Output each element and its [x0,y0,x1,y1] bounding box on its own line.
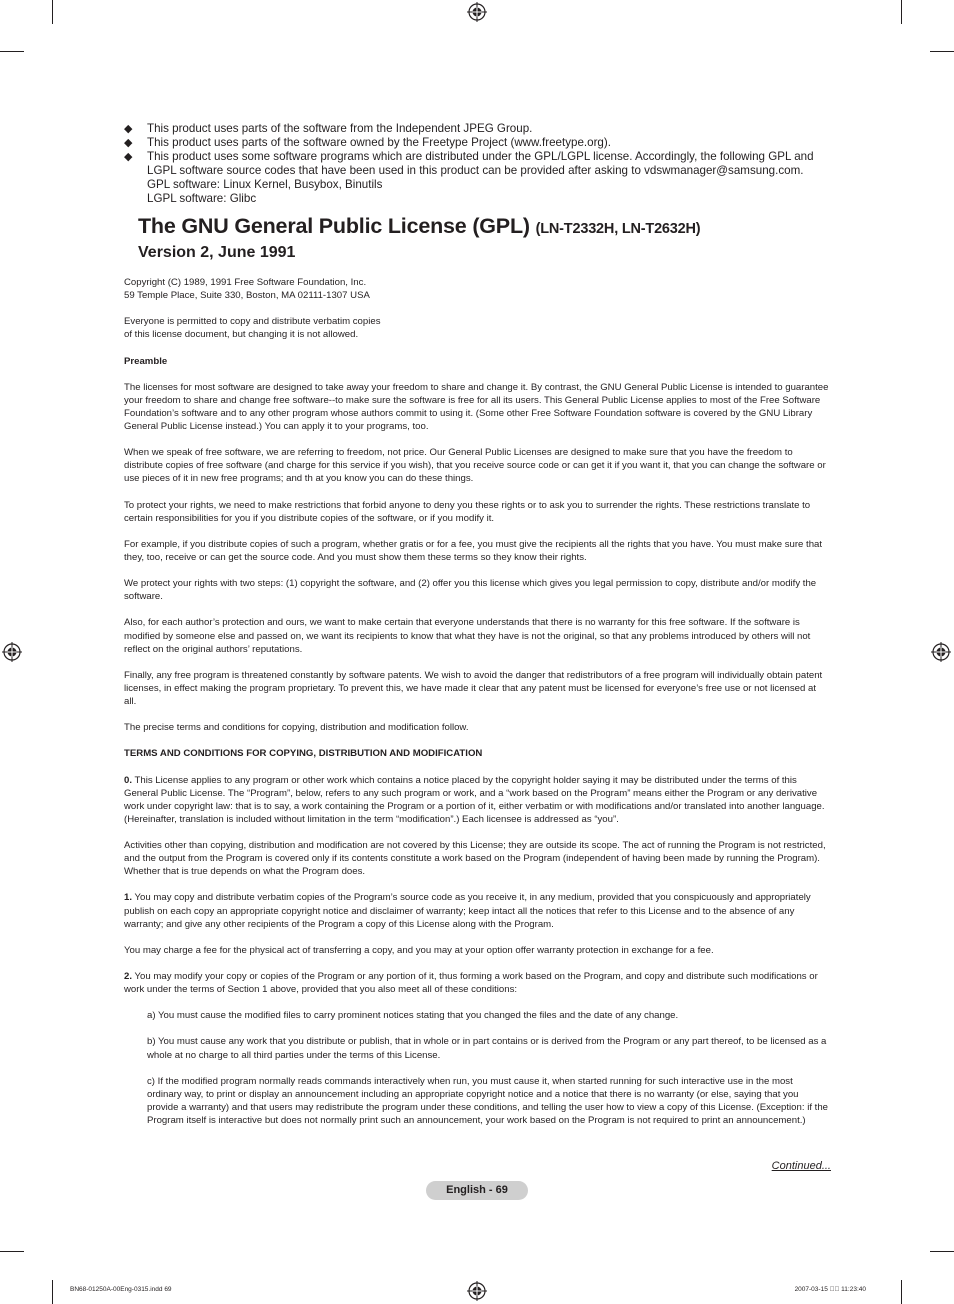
print-slug-file: BN68-01250A-00Eng-0315.indd 69 [70,1286,172,1293]
lgpl-software-list: LGPL software: Glibc [147,192,257,205]
registration-mark-icon [2,642,22,662]
crop-mark [0,1251,24,1252]
paragraph: Activities other than copying, distribution and modification are not covered by this License; they are outside its scope. The act of running the Program is not restricted, and the output from the Program is covered only if its contents constitute a work based on the Program (independent of having been made by running the Program). Whether that is true depends on what the Program does. [124,840,826,878]
bullet-text: This product uses parts of the software from the Independent JPEG Group. [147,122,533,135]
section-number: 2. [124,970,133,982]
paragraph: Also, for each author’s protection and ours, we want to make certain that everyone understands that there is no warranty for this free software. If the software is modified by someone else and passed on, we want its recipients to know that what they have is not the original, so that any problems introduced by others will not reflect on the original authors’ reputations. [124,617,811,655]
section-number: 1. [124,892,133,904]
bullet-item [124,136,834,150]
section-text: You may copy and distribute verbatim copies of the Program’s source code as you receive it, in any medium, provided that you conspicuously and appropriately publish on each copy an appropriate copyright notice and disclaimer of warranty; keep intact all the notices that refer to this License and to the absence of any warranty; and give any other recipients of the Program a copy of this License along with the Program. [124,892,811,930]
license-body [124,276,829,1140]
copyright-line: Copyright (C) 1989, 1991 Free Software Foundation, Inc. [124,277,367,288]
version-subtitle: Version 2, June 1991 [138,244,296,261]
paragraph: We protect your rights with two steps: (1) copyright the software, and (2) offer you this license which gives you legal permission to copy, distribute and/or modify the software. [124,578,817,603]
section-number: 0. [124,774,133,786]
permission-line: of this license document, but changing it is not allowed. [124,329,359,341]
page-number-badge: English - 69 [426,1181,528,1200]
paragraph: You may charge a fee for the physical act of transferring a copy, and you may at your option offer warranty protection in exchange for a fee. [124,944,714,956]
crop-mark [930,1251,954,1252]
section-0 [124,774,829,826]
copyright-address: 59 Temple Place, Suite 330, Boston, MA 02111-1307 USA [124,290,370,302]
continued-note: Continued... [771,1160,831,1172]
condition-a: a) You must cause the modified files to carry prominent notices stating that you changed the files and the date of any change. [147,1010,679,1022]
registration-mark-icon [467,1281,487,1301]
section-text: This License applies to any program or other work which contains a notice placed by the copyright holder saying it may be distributed under the terms of this General Public License. The “Program”, below, refers to any such program or work, and a “work based on the Program” means either the Program or any derivative work under copyright law: that is to say, a work containing the Program or a portion of it, either verbatim or with modifications and/or translated into another language. (Hereinafter, translation is included without limitation in the term “modification”.) Each licensee is addressed as “you”. [124,774,825,825]
terms-heading: TERMS AND CONDITIONS FOR COPYING, DISTRIBUTION AND MODIFICATION [124,748,483,760]
crop-mark [0,51,24,52]
condition-c: c) If the modified program normally reads commands interactively when run, you must cause it, when started running for such interactive use in the most ordinary way, to print or display an announcement including an appropriate copyright notice and a notice that there is no warranty (or else, saying that you provide a warranty) and that users may redistribute the program under these conditions, and telling the user how to view a copy of this License. (Exception: if the Program itself is interactive but does not normally print such an announcement, your work based on the Program is not required to print an announcement.) [147,1075,828,1126]
preamble-heading: Preamble [124,355,168,367]
permission-line: Everyone is permitted to copy and distribute verbatim copies [124,316,381,328]
condition-b: b) You must cause any work that you distribute or publish, that in whole or in part contains or is derived from the Program or any part thereof, to be licensed as a whole at no charge to all third parties under the terms of this License. [147,1036,827,1061]
paragraph: For example, if you distribute copies of such a program, whether gratis or for a fee, you must give the recipients all the rights that you have. You must make sure that they, too, receive or can get the source code. And you must show them these terms so they know their rights. [124,538,823,563]
bullet-text: This product uses some software programs which are distributed under the GPL/LGPL license. Accordingly, the following GPL and LGPL software source codes that have been used in this product can be provided after asking to vdswmanager@samsung.com. [147,150,814,177]
gpl-software-list: GPL software: Linux Kernel, Busybox, Binutils [147,178,383,191]
section-2 [124,970,829,996]
bullet-text: This product uses parts of the software owned by the Freetype Project (www.freetype.org). [147,136,611,149]
registration-mark-icon [467,2,487,22]
permission-block [124,315,829,341]
title-models: (LN-T2332H, LN-T2632H) [535,221,701,237]
page-title [138,214,700,239]
crop-mark [901,1280,902,1304]
bullet-item [124,122,834,136]
bullet-item [124,150,834,206]
paragraph: The precise terms and conditions for copying, distribution and modification follow. [124,722,469,734]
print-slug-date: 2007-03-15 ￿￿ 11:23:40 [794,1286,866,1293]
crop-mark [930,51,954,52]
intro-bullet-list [124,122,834,206]
crop-mark [901,0,902,24]
paragraph: To protect your rights, we need to make restrictions that forbid anyone to deny you these rights or to ask you to surrender the rights. These restrictions translate to certain responsibilities for you if you distribute copies of the software, or if you modify it. [124,499,811,524]
crop-mark [52,0,53,24]
section-1 [124,891,829,930]
paragraph: The licenses for most software are designed to take away your freedom to share and change it. By contrast, the GNU General Public License is intended to guarantee your freedom to share and change free software--to make sure the software is free for all its users. This General Public License applies to most of the Free Software Foundation’s software and to any other program whose authors commit to using it. (Some other Free Software Foundation software is covered by the GNU Library General Public License instead.) You can apply it to your programs, too. [124,381,829,433]
paragraph: When we speak of free software, we are referring to freedom, not price. Our General Public Licenses are designed to make sure that you have the freedom to distribute copies of free software (and charge for this service if you wish), that you receive source code or can get it if you want it, that you can change the software or use pieces of it in new free programs; and th at you know you can do these things. [124,447,826,485]
crop-mark [52,1280,53,1304]
paragraph: Finally, any free program is threatened constantly by software patents. We wish to avoid the danger that redistributors of a free program will individually obtain patent licenses, in effect making the program proprietary. To prevent this, we have made it clear that any patent must be licensed for everyone’s free use or not licensed at all. [124,669,823,707]
title-text: The GNU General Public License (GPL) [138,214,530,238]
section-text: You may modify your copy or copies of the Program or any portion of it, thus forming a work based on the Program, and copy and distribute such modifications or work under the terms of Section 1 above, provided that you also meet all of these conditions: [124,970,818,996]
registration-mark-icon [931,642,951,662]
copyright-block [124,276,829,302]
